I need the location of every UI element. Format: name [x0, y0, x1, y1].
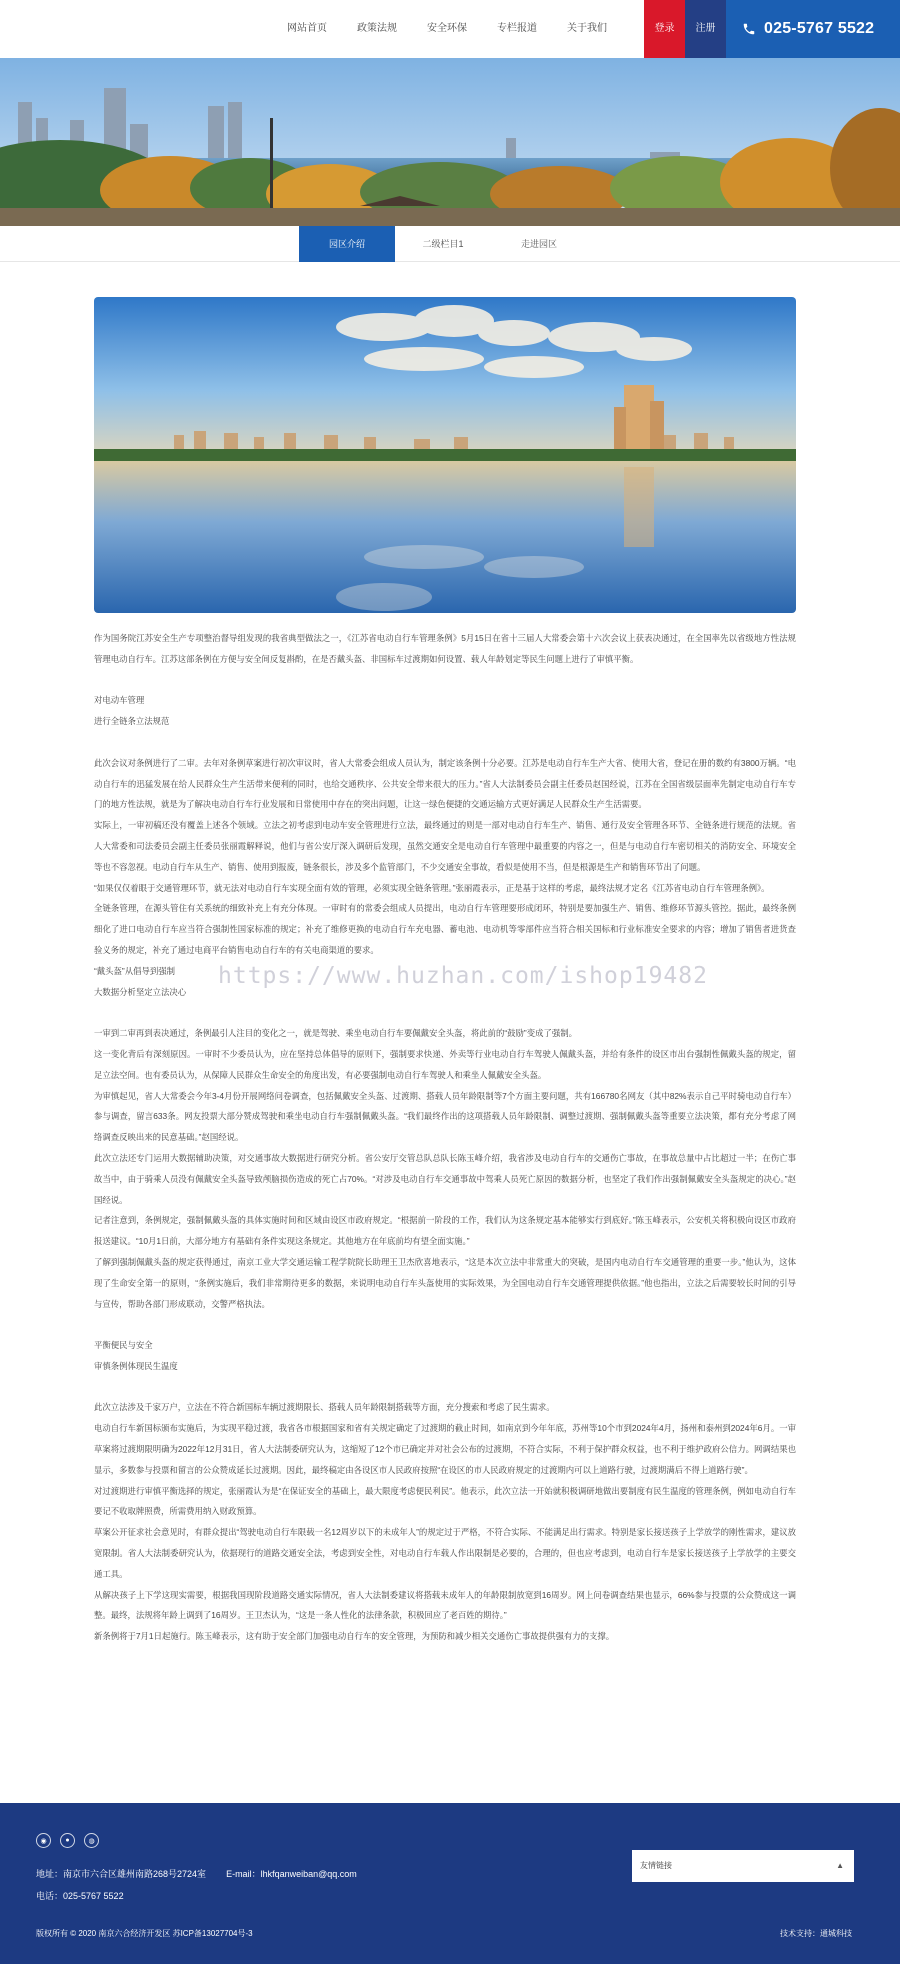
wechat-icon[interactable]: ◍	[84, 1833, 99, 1848]
nav-column[interactable]: 专栏报道	[497, 23, 537, 34]
footer-phone	[36, 1889, 124, 1902]
top-banner	[0, 58, 900, 226]
hotline	[726, 0, 900, 58]
phone-label: 电话：	[36, 1891, 64, 1901]
section-heading: 进行全链条立法规范	[94, 716, 170, 727]
paragraph: 为审慎起见，省人大常委会今年3-4月份开展网络问卷调查，包括佩戴安全头盔、过渡期、搭载人员年龄限制等7个方面主要问题，共有166780名网友（其中82%表示自己平时骑电动自行车）参与调查，留言633条。网友投票大部分赞成驾驶和乘坐电动自行车强制佩戴头盔。“我们最终作出的这项搭载人员年龄限制、调整过渡期、强制佩戴头盔等重要立法决策，都有充分考虑了网络调查反映出来的民意基础。”赵国经说。	[94, 1090, 796, 1143]
tab-explore-park[interactable]: 走进园区	[520, 239, 557, 249]
tech-support: 技术支持：通城科技	[780, 1929, 852, 1938]
section-heading: 对电动车管理	[94, 695, 145, 706]
paragraph: 此次立法涉及千家万户，立法在不符合新国标车辆过渡期限长、搭载人员年龄限制搭载等方面，充分搜索和考虑了民生需求。	[94, 1402, 555, 1413]
paragraph: 电动自行车新国标颁布实施后，为实现平稳过渡，我省各市根据国家和省有关规定确定了过渡期的截止时间，如南京到今年年底，苏州等10个市到2024年4月，扬州和泰州到2024年6月。一审草案将过渡期限明确为2022年12月31日，省人大法制委研究认为，这缩短了12个市已确定并对社会公布的过渡期，不符合实际，不利于保护群众权益，也不利于维护政府公信力。网调结果也显示，多数参与投票和留言的公众赞成延长过渡期。因此，最终稿定由各设区市人民政府按照“在设区的市人民政府规定的过渡期内可以上道路行驶，过渡期满后不得上道路行驶”。	[94, 1423, 796, 1475]
paragraph: 从解决孩子上下学这现实需要，根据我国现阶段道路交通实际情况，省人大法制委建议将搭载未成年人的年龄限制放宽到16周岁。网上问卷调查结果也显示，66%参与投票的公众赞成这一调整。最终，法规将年龄上调到了16周岁。王卫杰认为，“这是一条人性化的法律条款，积极回应了老百姓的期待。”	[94, 1589, 796, 1621]
paragraph: 作为国务院江苏安全生产专项整治督导组发现的我省典型做法之一，《江苏省电动自行车管理条例》5月15日在省十三届人大常委会第十六次会议上获表决通过，在全国率先以省级地方性法规管理电动自行车。江苏这部条例在方便与安全间反复斟酌，在是否戴头盔、非国标车过渡期如何设置、载人年龄划定等民生问题上进行了审慎平衡。	[94, 633, 796, 664]
copyright: 版权所有 © 2020 南京六合经济开发区 苏ICP备13027704号-3	[36, 1929, 253, 1938]
nav-safety[interactable]: 安全环保	[427, 23, 467, 34]
friendly-links-select[interactable]	[632, 1850, 854, 1882]
paragraph: 记者注意到，条例规定，强制佩戴头盔的具体实施时间和区域由设区市政府规定。“根据前一阶段的工作，我们认为这条规定基本能够实行到底好。”陈玉峰表示，公安机关将积极向设区市政府报送建议。“10月1日前，大部分地方有基础有条件实现这条规定。其他地方在年底前均有望全面实施。”	[94, 1215, 796, 1247]
site-header	[0, 0, 900, 58]
login-button[interactable]: 登录	[644, 0, 685, 58]
paragraph: 草案公开征求社会意见时，有群众提出“驾驶电动自行车限载一名12周岁以下的未成年人”的规定过于严格，不符合实际、不能满足出行需求。特别是家长接送孩子上学放学的刚性需求，建议放宽限制。省人大法制委研究认为，依据现行的道路交通安全法，考虑到安全性，对电动自行车载人作出限制是必要的，合理的，但也应考虑到，电动自行车是家长接送孩子上学放学的主要交通工具。	[94, 1527, 796, 1579]
paragraph	[94, 1377, 796, 1398]
qq-icon[interactable]: ●	[60, 1833, 75, 1848]
paragraph	[94, 670, 796, 691]
section-heading: 大数据分析坚定立法决心	[94, 986, 187, 997]
section-heading: 平衡便民与安全	[94, 1340, 153, 1351]
section-heading: “戴头盔”从倡导到强制	[94, 965, 175, 976]
nav-policy[interactable]: 政策法规	[357, 23, 397, 34]
site-footer	[0, 1803, 900, 1964]
tab-park-intro[interactable]: 园区介绍	[299, 226, 395, 262]
register-button[interactable]: 注册	[685, 0, 726, 58]
friendly-links-label: 友情链接	[640, 1861, 672, 1870]
address	[36, 1867, 206, 1880]
paragraph: “如果仅仅着眼于交通管理环节，就无法对电动自行车实现全面有效的管理，必须实现全链条管理。”张丽霞表示，正是基于这样的考虑，最终法规才定名《江苏省电动自行车管理条例》。	[94, 882, 770, 893]
watermark: https://www.huzhan.com/ishop19482	[218, 963, 708, 989]
section-heading: 审慎条例体现民生温度	[94, 1360, 178, 1371]
tab-secondary-column[interactable]: 二级栏目1	[422, 239, 464, 249]
paragraph: 新条例将于7月1日起施行。陈玉峰表示，这有助于安全部门加强电动自行车的安全管理，为预防和减少相关交通伤亡事故提供强有力的支撑。	[94, 1631, 615, 1642]
sub-nav	[0, 226, 900, 262]
email-value: lhkfqanweiban@qq.com	[260, 1869, 357, 1879]
paragraph: 实际上，一审初稿还没有覆盖上述各个领域。立法之初考虑到电动车安全管理进行立法，最终通过的则是一部对电动自行车生产、销售、通行及安全管理各环节、全链条进行规范的法规。省人大常委和司法委员会副主任委员张丽霞解释说，他们与省公安厅深入调研后发现，虽然交通安全是电动自行车管理中最重要的内容之一，但是与电动自行车密切相关的消防安全、环境安全等也不容忽视。电动自行车从生产、销售、使用到报废，链条很长，涉及多个监管部门，不少交通安全事故，看似是使用不当，但是根源是生产和销售环节出了问题。	[94, 820, 796, 872]
email	[226, 1867, 357, 1880]
paragraph: 此次立法还专门运用大数据辅助决策，对交通事故大数据进行研究分析。省公安厅交管总队总队长陈玉峰介绍，我省涉及电动自行车的交通伤亡事故，在事故总量中占比超过一半；在伤亡事故当中，由于骑乘人员没有佩戴安全头盔导致颅脑损伤造成的死亡占70%。“对涉及电动自行车交通事故中驾乘人员死亡原因的数据分析，也坚定了我们作出强制佩戴安全头盔规定的决心。”赵国经说。	[94, 1152, 796, 1205]
paragraph	[94, 1002, 796, 1023]
paragraph: 这一变化背后有深刻原因。一审时不少委员认为，应在坚持总体倡导的原则下，强制要求快递、外卖等行业电动自行车驾驶人佩戴头盔，并给有条件的设区市出台强制性佩戴头盔的规定，留足立法空间。也有委员认为，从保障人民群众生命安全的角度出发，有必要强制电动自行车驾驶人和乘坐人佩戴安全头盔。	[94, 1048, 796, 1080]
triangle-up-icon: ▲	[836, 1861, 844, 1870]
paragraph: 此次会议对条例进行了二审。去年对条例草案进行初次审议时，省人大常委会组成人员认为，制定该条例十分必要。江苏是电动自行车生产大省、使用大省，登记在册的数约有3800万辆。“电动自行车的迅猛发展在给人民群众生产生活带来便利的同时，也给交通秩序、公共安全带来很大的压力。”省人大法制委员会副主任委员赵国经说，江苏在全国省级层面率先制定电动自行车专门的地方性法规，就是为了解决电动自行车行业发展和日常使用中存在的突出问题，让这一绿色便捷的交通运输方式更好满足人民群众生产生活需要。	[94, 757, 796, 810]
paragraph: 了解到强制佩戴头盔的规定获得通过，南京工业大学交通运输工程学院院长助理王卫杰欣喜地表示，“这是本次立法中非常重大的突破，是国内电动自行车交通管理的重要一步。”他认为，这体现了生命安全第一的原则，“条例实施后，我们非常期待更多的数据，来说明电动自行车头盔使用的实际效果，为全国电动自行车交通管理提供依据。”他也指出，立法之后需要较长时间的引导与宣传，帮助各部门形成联动，交警严格执法。	[94, 1256, 796, 1309]
contact-line	[36, 1867, 357, 1880]
paragraph: 全链条管理，在源头管住有关系统的细致补充上有充分体现。一审时有的常委会组成人员提出，电动自行车管理要形成闭环，特别是要加强生产、销售、维修环节源头管控。据此，最终条例细化了进口电动自行车应当符合强制性国家标准的规定；补充了维修更换的电动自行车充电器、蓄电池、电动机等零部件应当符合相关国标和行业标准安全要求的内容；增加了销售者进货查验义务的规定，补充了通过电商平台销售电动自行车的有关电商渠道的要求。	[94, 903, 796, 955]
nav-about[interactable]: 关于我们	[567, 23, 607, 34]
article-body	[94, 628, 796, 1647]
social-links	[36, 1833, 99, 1848]
address-label: 地址：	[36, 1869, 64, 1879]
address-value: 南京市六合区雄州南路268号2724室	[63, 1869, 207, 1879]
nav-home[interactable]: 网站首页	[287, 23, 327, 34]
paragraph: 对过渡期进行审慎平衡选择的规定，张丽霞认为是“在保证安全的基础上，最大限度考虑便民利民”。他表示，此次立法一开始就积极调研地做出要制度有民生温度的管理条例，例如电动自行车要记不收取牌照费，所需费用纳入财政预算。	[94, 1485, 796, 1517]
paragraph: 一审到二审再到表决通过，条例最引人注目的变化之一，就是驾驶、乘坐电动自行车要佩戴安全头盔，将此前的“鼓励”变成了强制。	[94, 1028, 577, 1039]
email-label: E-mail：	[226, 1869, 261, 1879]
paragraph	[94, 1314, 796, 1335]
phone-icon	[742, 22, 756, 36]
phone-value: 025-5767 5522	[63, 1891, 124, 1901]
article-photo	[94, 297, 796, 613]
main-nav	[272, 0, 622, 58]
weibo-icon[interactable]: ◉	[36, 1833, 51, 1848]
hotline-number: 025-5767 5522	[764, 20, 875, 37]
paragraph	[94, 732, 796, 753]
